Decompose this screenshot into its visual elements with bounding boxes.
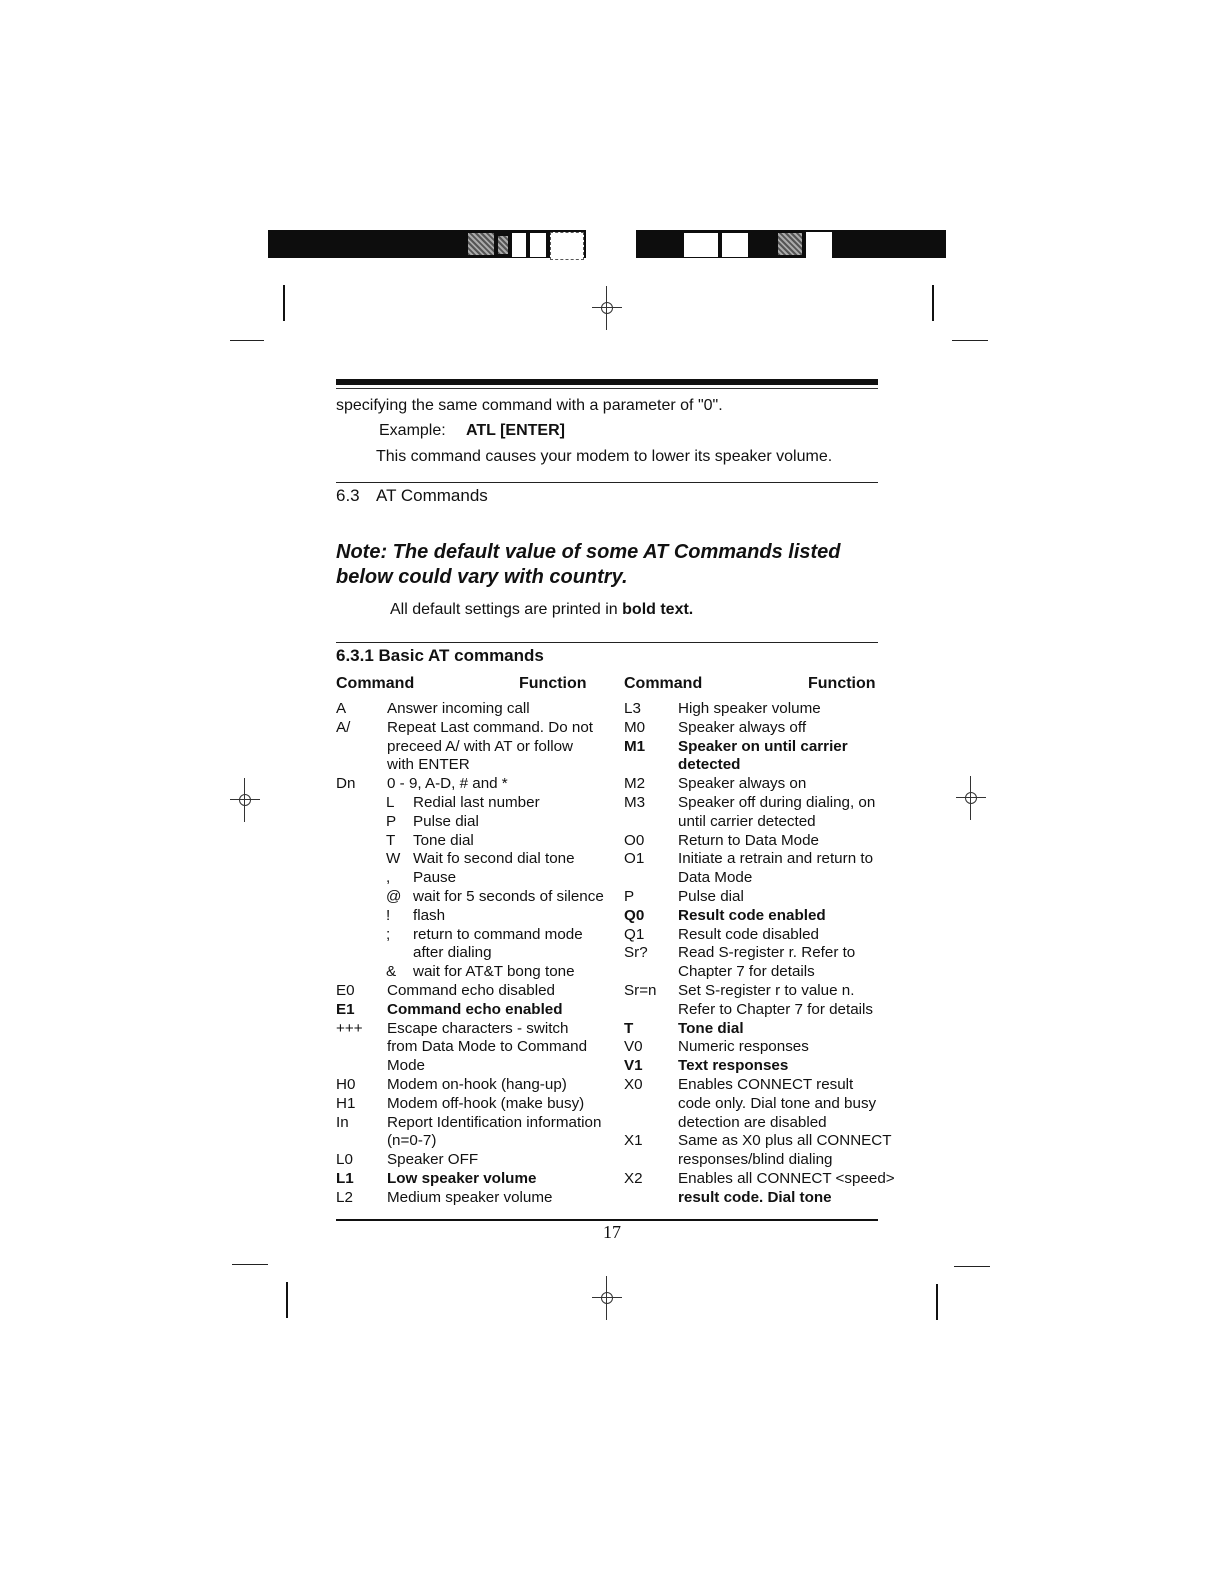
dial-modifier: @ [386,888,402,905]
subsection-title: 6.3.1 Basic AT commands [336,646,544,665]
crop-mark-horizontal [232,1264,268,1265]
example-value: ATL [ENTER] [466,422,565,439]
command-function: Low speaker volume [387,1170,537,1187]
command-function: Speaker OFF [387,1151,479,1169]
command-code: Dn [336,775,356,793]
command-function: Tone dial [413,831,474,849]
command-function: Wait fo second dial tone [413,850,575,868]
command-code: L2 [336,1188,353,1206]
command-function: Enables all CONNECT <speed> [678,1170,895,1187]
subsection-rule [336,642,878,643]
right-function-header: Function [808,675,876,692]
left-function-header: Function [519,675,587,692]
command-function: Return to Data Mode [678,831,819,849]
command-code: M2 [624,775,646,793]
command-function: Read S-register r. Refer to [678,944,856,962]
command-function: Escape characters - switch [387,1019,569,1037]
command-code: P [624,888,635,905]
command-function: detected [678,756,741,774]
command-code: H1 [336,1094,356,1112]
command-function: with ENTER [387,756,470,774]
command-function: Pause [413,869,457,887]
crop-mark-vertical [286,1282,288,1318]
intro-line: specifying the same command with a parameter of "0". [336,397,723,414]
command-function: wait for 5 seconds of silence [413,888,604,905]
registration-crosshair-icon [592,1276,622,1320]
command-function: Text responses [678,1057,789,1075]
command-code: Q1 [624,925,645,943]
crop-mark-vertical [936,1284,938,1320]
dial-modifier: L [386,794,395,811]
command-function: Data Mode [678,869,753,887]
dial-modifier: W [386,850,401,868]
right-command-header: Command [624,675,703,692]
command-code: Q0 [624,906,645,924]
header-bar-right-notch [806,232,832,258]
intro-line: This command causes your modem to lower its speaker volume. [376,448,833,465]
command-function: Medium speaker volume [387,1188,553,1206]
command-code: E0 [336,982,355,999]
header-bar-right-notch [684,233,718,257]
default-settings-text [390,600,693,619]
default-settings-prefix: All default settings are printed in [390,601,618,618]
command-function: until carrier detected [678,812,816,830]
command-function: Speaker on until carrier [678,737,848,755]
command-code: M3 [624,794,646,811]
command-code: M0 [624,718,646,736]
command-function: after dialing [413,944,492,962]
command-code: E1 [336,1000,355,1018]
crop-mark-horizontal [954,1266,990,1267]
default-settings-bold: bold text. [622,601,694,618]
command-function: Set S-register r to value n. [678,982,855,999]
command-code: X0 [624,1076,643,1093]
command-code: T [624,1019,634,1037]
dial-modifier: P [386,812,397,830]
command-function: Command echo disabled [387,982,556,999]
command-function: responses/blind dialing [678,1151,833,1169]
command-code: L3 [624,700,641,717]
command-function: Redial last number [413,794,540,811]
command-function: wait for AT&T bong tone [413,963,575,981]
command-function: Repeat Last command. Do not [387,718,593,736]
header-bar-left-notch [512,233,526,257]
command-function: return to command mode [413,925,583,943]
command-function: Speaker always on [678,775,807,793]
command-code: M1 [624,737,646,755]
dial-modifier: ; [386,925,391,943]
command-function: Mode [387,1057,425,1075]
command-function: 0 - 9, A-D, # and * [387,775,508,793]
registration-crosshair-icon [592,286,622,330]
command-function: Report Identification information [387,1113,602,1131]
command-function: code only. Dial tone and busy [678,1094,877,1112]
command-function: Enables CONNECT result [678,1076,854,1093]
command-function: result code. Dial tone [678,1188,832,1206]
command-function: Modem off-hook (make busy) [387,1094,585,1112]
dial-modifier: , [386,869,391,887]
command-code: +++ [336,1019,363,1037]
command-code: A [336,700,347,717]
command-function: Chapter 7 for details [678,963,815,981]
bottom-rule [336,1219,878,1221]
command-function: Command echo enabled [387,1000,563,1018]
header-bar-left-pattern [498,236,508,254]
command-function: Initiate a retrain and return to [678,850,874,868]
command-code: Sr? [624,944,648,962]
command-function: Pulse dial [678,888,744,905]
dial-modifier: T [386,831,396,849]
command-code: O1 [624,850,645,868]
command-code: H0 [336,1076,356,1093]
page-number: 17 [603,1222,621,1242]
command-code: O0 [624,831,645,849]
command-function: Tone dial [678,1019,744,1037]
left-command-header: Command [336,675,415,692]
registration-crosshair-icon [230,778,260,822]
section-rule [336,482,878,483]
header-bar-left-notch [550,232,584,260]
header-bar-right-pattern [778,233,802,255]
crop-mark-horizontal [230,340,264,341]
command-code: L1 [336,1170,354,1187]
command-code: X2 [624,1170,643,1187]
command-code: In [336,1113,349,1131]
command-function: Numeric responses [678,1038,809,1056]
header-bar-left-notch [530,233,546,257]
header-bar-left-pattern [468,233,494,255]
top-rule-thin [336,388,878,389]
command-code: Sr=n [624,982,657,999]
crop-mark-vertical [932,285,934,321]
command-function: Answer incoming call [387,700,530,717]
command-function: Same as X0 plus all CONNECT [678,1132,892,1150]
top-rule [336,379,878,385]
command-function: Refer to Chapter 7 for details [678,1000,874,1018]
dial-modifier: & [386,963,397,981]
example-label: Example: [379,422,446,439]
crop-mark-vertical [283,285,285,321]
command-function: Result code enabled [678,906,826,924]
command-function: detection are disabled [678,1113,827,1131]
command-function: (n=0-7) [387,1132,437,1150]
command-code: A/ [336,718,351,736]
command-function: Pulse dial [413,812,479,830]
command-code: V1 [624,1057,643,1075]
command-function: Speaker always off [678,718,807,736]
country-note: Note: The default value of some AT Commands listed below could vary with country. [336,541,841,588]
command-function: flash [413,906,446,924]
header-bar-right-notch [722,233,748,257]
section-title: AT Commands [376,486,488,505]
command-function: Modem on-hook (hang-up) [387,1076,567,1093]
dial-modifier: ! [386,906,391,924]
command-function: from Data Mode to Command [387,1038,588,1056]
registration-crosshair-icon [956,776,986,820]
command-code: V0 [624,1038,643,1056]
command-code: X1 [624,1132,643,1150]
command-code: L0 [336,1151,353,1169]
command-function: Result code disabled [678,925,819,943]
crop-mark-horizontal [952,340,988,341]
section-number: 6.3 [336,486,360,505]
command-function: preceed A/ with AT or follow [387,737,573,755]
command-function: Speaker off during dialing, on [678,794,876,811]
command-function: High speaker volume [678,700,821,717]
